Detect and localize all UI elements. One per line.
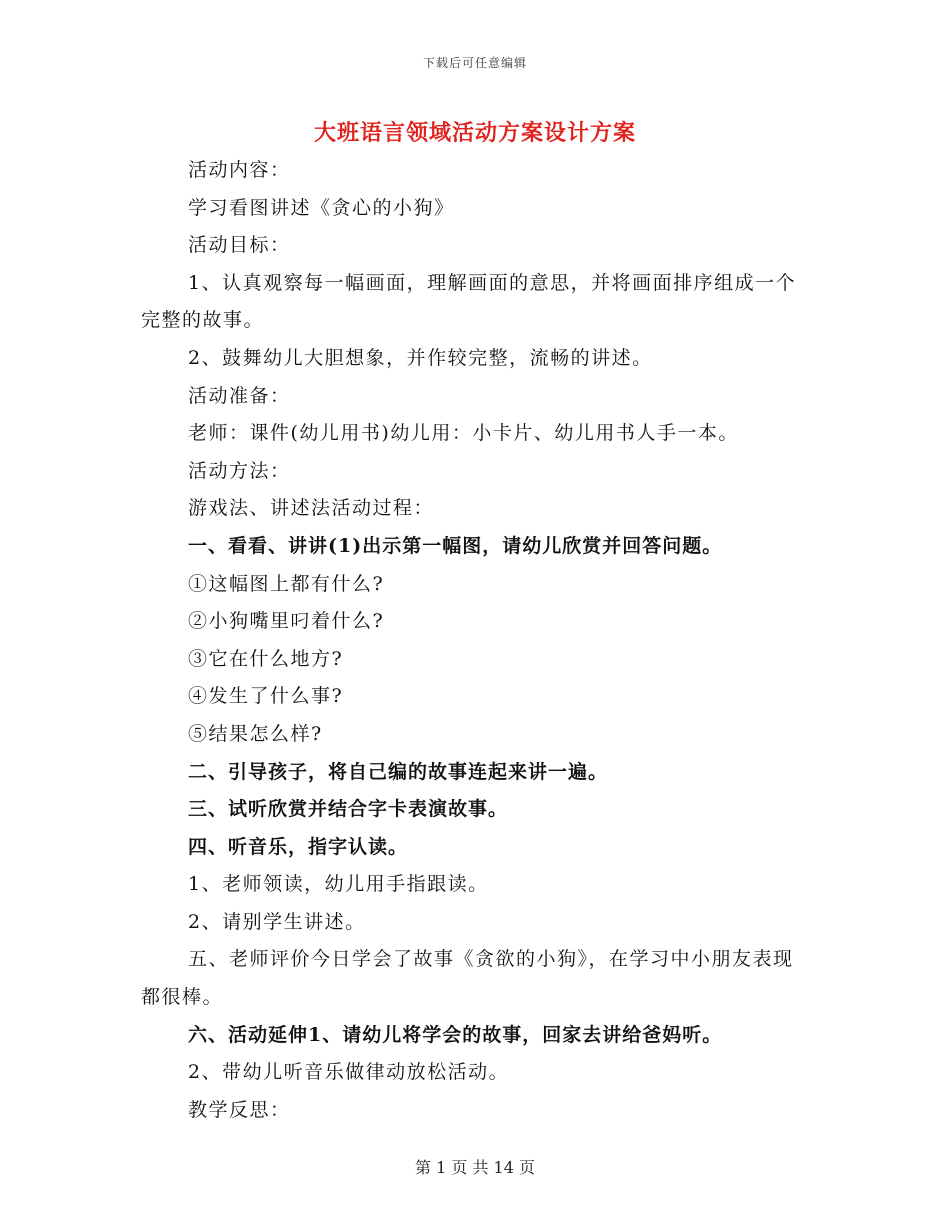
paragraph-step-4: 四、听音乐，指字认读。 xyxy=(188,835,409,858)
paragraph-step-4-item-1: 1、老师领读，幼儿用手指跟读。 xyxy=(188,873,489,896)
paragraph-preparation: 老师：课件(幼儿用书)幼儿用：小卡片、幼儿用书人手一本。 xyxy=(188,422,739,445)
header-note: 下载后可任意编辑 xyxy=(422,56,527,70)
paragraph-step-3: 三、试听欣赏并结合字卡表演故事。 xyxy=(188,798,509,821)
paragraph-reflection-label: 教学反思： xyxy=(188,1098,291,1121)
paragraph-question-5: ⑤结果怎么样? xyxy=(188,722,323,745)
paragraph-question-2: ②小狗嘴里叼着什么? xyxy=(188,610,385,633)
paragraph-question-1: ①这幅图上都有什么? xyxy=(188,572,385,595)
paragraph-step-6: 六、活动延伸1、请幼儿将学会的故事，回家去讲给爸妈听。 xyxy=(188,1023,723,1046)
page-number-footer: 第 1 页 共 14 页 xyxy=(415,1158,535,1177)
paragraph-step-2: 二、引导孩子，将自己编的故事连起来讲一遍。 xyxy=(188,760,609,783)
paragraph-step-1: 一、看看、讲讲(1)出示第一幅图，请幼儿欣赏并回答问题。 xyxy=(188,534,723,557)
paragraph-activity-goals-label: 活动目标： xyxy=(188,234,291,257)
paragraph-activity-content: 学习看图讲述《贪心的小狗》 xyxy=(188,196,455,219)
paragraph-step-5: 五、老师评价今日学会了故事《贪欲的小狗》，在学习中小朋友表现都很棒。 xyxy=(141,948,794,1009)
paragraph-methods: 游戏法、讲述法活动过程： xyxy=(188,497,435,520)
paragraph-step-4-item-2: 2、请别学生讲述。 xyxy=(188,910,366,933)
paragraph-methods-label: 活动方法： xyxy=(188,459,291,482)
paragraph-question-3: ③它在什么地方? xyxy=(188,647,344,670)
paragraph-activity-content-label: 活动内容： xyxy=(188,159,291,181)
document-title: 大班语言领域活动方案设计方案 xyxy=(313,120,636,146)
paragraph-goal-1: 1、认真观察每一幅画面，理解画面的意思，并将画面排序组成一个完整的故事。 xyxy=(141,271,797,332)
document-body xyxy=(141,152,811,1129)
paragraph-question-4: ④发生了什么事? xyxy=(188,685,344,708)
paragraph-goal-2: 2、鼓舞幼儿大胆想象，并作较完整，流畅的讲述。 xyxy=(188,346,653,369)
paragraph-step-6-item-2: 2、带幼儿听音乐做律动放松活动。 xyxy=(188,1061,510,1084)
paragraph-preparation-label: 活动准备： xyxy=(188,384,291,407)
